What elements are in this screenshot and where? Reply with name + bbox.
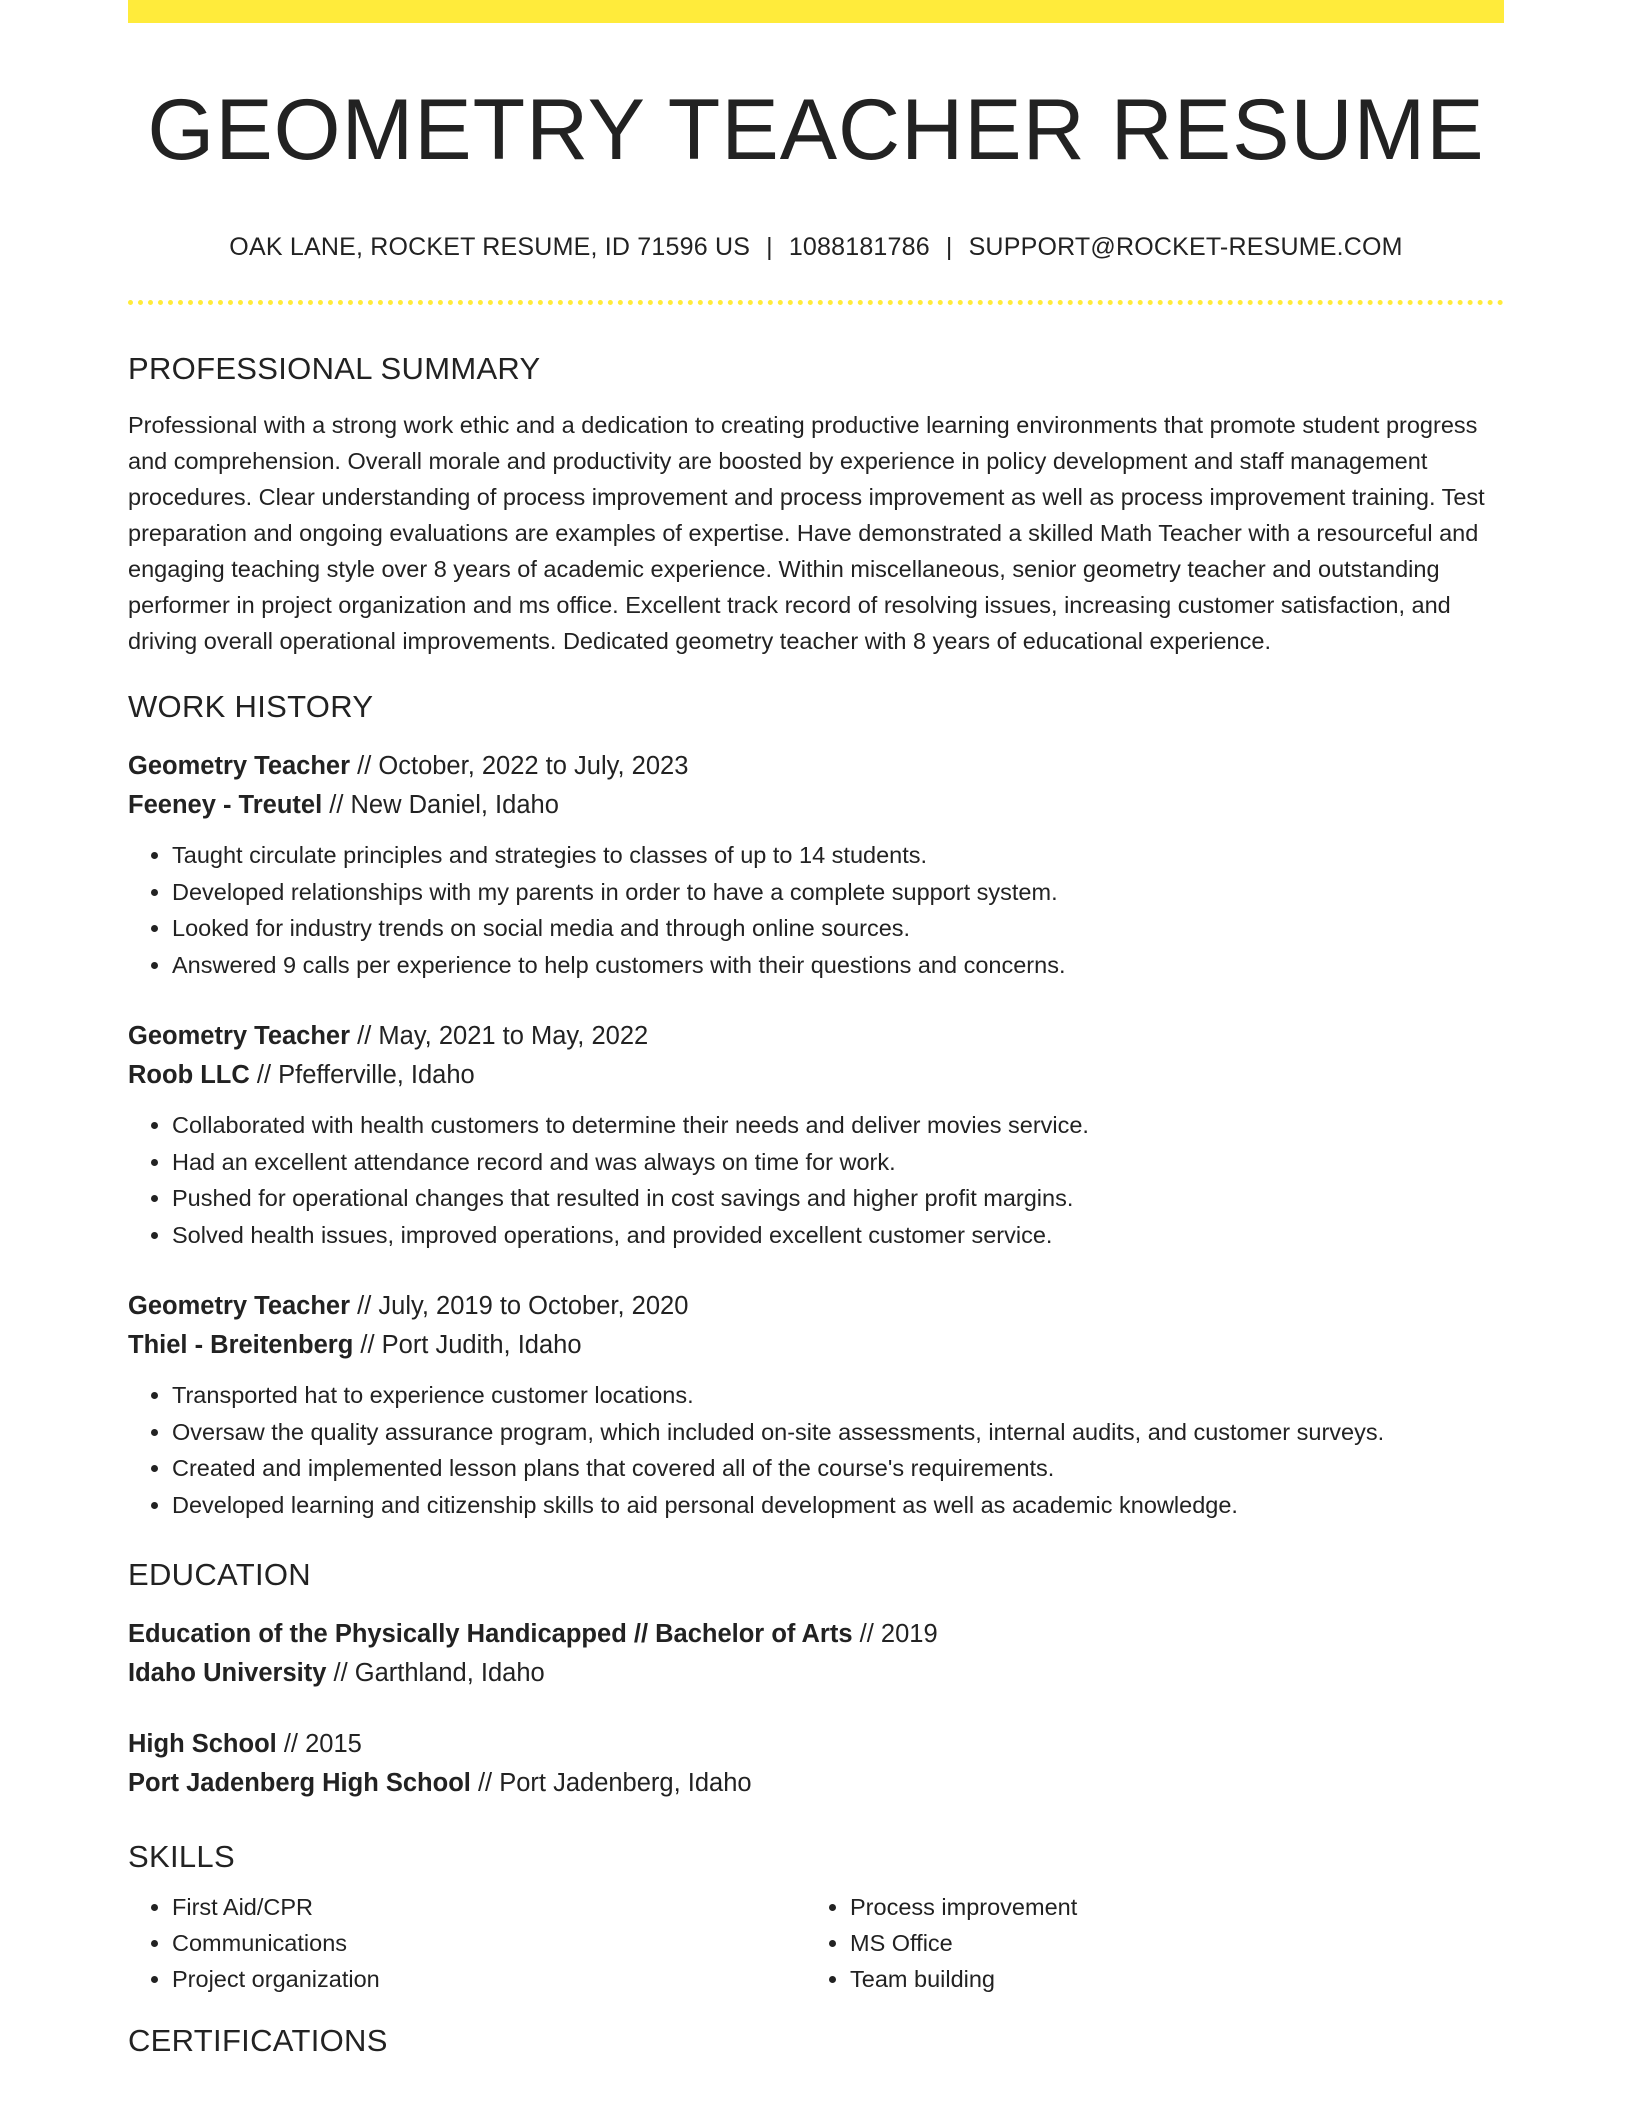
certifications-heading: CERTIFICATIONS bbox=[128, 2023, 388, 2059]
education-degree-line bbox=[128, 1725, 1504, 1764]
job-bullet: • Pushed for operational changes that resulted in cost savings and higher profit margins. bbox=[172, 1180, 1504, 1217]
education-entry bbox=[128, 1615, 1504, 1693]
job-bullets bbox=[128, 1377, 1504, 1523]
contact-phone: 1088181786 bbox=[788, 233, 930, 262]
job-company: Roob LLC bbox=[128, 1061, 250, 1090]
job-title: Geometry Teacher bbox=[128, 1022, 351, 1051]
skill-item: • MS Office bbox=[850, 1925, 1484, 1961]
job-title-line bbox=[128, 1017, 1504, 1056]
job-location: // Pfefferville, Idaho bbox=[256, 1061, 475, 1090]
skill-item: • Process improvement bbox=[850, 1889, 1484, 1925]
job-bullet: • Created and implemented lesson plans that covered all of the course's requirements. bbox=[172, 1450, 1504, 1487]
work-history-heading: WORK HISTORY bbox=[128, 689, 374, 725]
dotted-divider bbox=[128, 300, 1504, 305]
job-company-line bbox=[128, 1056, 1504, 1095]
education-school-line bbox=[128, 1654, 1504, 1693]
job-company-line bbox=[128, 1326, 1504, 1365]
skills-heading: SKILLS bbox=[128, 1839, 235, 1875]
job-title: Geometry Teacher bbox=[128, 752, 351, 781]
education-degree: High School bbox=[128, 1730, 277, 1759]
education-degree-line bbox=[128, 1615, 1504, 1654]
job-bullet: • Looked for industry trends on social media and through online sources. bbox=[172, 910, 1504, 947]
job-bullet: • Solved health issues, improved operations, and provided excellent customer service. bbox=[172, 1217, 1504, 1254]
education-entry bbox=[128, 1725, 1504, 1803]
job-bullet: • Oversaw the quality assurance program, which included on-site assessments, internal audits, and customer surveys. bbox=[172, 1414, 1504, 1451]
education-year: // 2019 bbox=[859, 1620, 938, 1649]
education-location: // Port Jadenberg, Idaho bbox=[477, 1769, 752, 1798]
education-school: Port Jadenberg High School bbox=[128, 1769, 471, 1798]
skill-item: • First Aid/CPR bbox=[172, 1889, 806, 1925]
job-entry bbox=[128, 1017, 1504, 1253]
job-title-line bbox=[128, 747, 1504, 786]
job-bullet: • Developed relationships with my parents in order to have a complete support system. bbox=[172, 874, 1504, 911]
job-location: // New Daniel, Idaho bbox=[329, 791, 559, 820]
skills-columns bbox=[128, 1889, 1504, 1997]
skill-item: • Project organization bbox=[172, 1961, 806, 1997]
education-school-line bbox=[128, 1764, 1504, 1803]
job-company-line bbox=[128, 786, 1504, 825]
accent-top-bar bbox=[128, 0, 1504, 23]
contact-line bbox=[128, 233, 1504, 262]
summary-text: Professional with a strong work ethic and a dedication to creating productive learning environments that promote student progress and comprehension. Overall morale and productivity are boosted by experience in policy development and staff management procedures. Clear understanding of process improvement and process improvement as well as process improvement training. Test preparation and ongoing evaluations are examples of expertise. Have demonstrated a skilled Math Teacher with a resourceful and engaging teaching style over 8 years of academic experience. Within miscellaneous, senior geometry teacher and outstanding performer in project organization and ms office. Excellent track record of resolving issues, increasing customer satisfaction, and driving overall operational improvements. Dedicated geometry teacher with 8 years of educational experience. bbox=[128, 412, 1485, 655]
contact-separator: | bbox=[945, 233, 953, 262]
skill-item: • Team building bbox=[850, 1961, 1484, 1997]
job-company: Thiel - Breitenberg bbox=[128, 1331, 354, 1360]
education-degree: Education of the Physically Handicapped // Bachelor of Arts bbox=[128, 1620, 853, 1649]
job-entry bbox=[128, 747, 1504, 983]
skills-left-column bbox=[128, 1889, 806, 1997]
job-bullet: • Developed learning and citizenship skills to aid personal development as well as academic knowledge. bbox=[172, 1487, 1504, 1524]
job-dates: // July, 2019 to October, 2020 bbox=[357, 1292, 689, 1321]
job-entry bbox=[128, 1287, 1504, 1523]
resume-title: GEOMETRY TEACHER RESUME bbox=[147, 82, 1485, 178]
job-location: // Port Judith, Idaho bbox=[360, 1331, 582, 1360]
job-dates: // October, 2022 to July, 2023 bbox=[357, 752, 689, 781]
education-location: // Garthland, Idaho bbox=[333, 1659, 545, 1688]
job-bullet: • Taught circulate principles and strategies to classes of up to 14 students. bbox=[172, 837, 1504, 874]
summary-heading: PROFESSIONAL SUMMARY bbox=[128, 351, 541, 387]
job-bullet: • Collaborated with health customers to determine their needs and deliver movies service. bbox=[172, 1107, 1504, 1144]
education-heading: EDUCATION bbox=[128, 1557, 311, 1593]
job-bullet: • Transported hat to experience customer locations. bbox=[172, 1377, 1504, 1414]
job-bullets bbox=[128, 1107, 1504, 1253]
job-dates: // May, 2021 to May, 2022 bbox=[357, 1022, 649, 1051]
contact-email: SUPPORT@ROCKET-RESUME.COM bbox=[968, 233, 1403, 262]
education-school: Idaho University bbox=[128, 1659, 327, 1688]
resume-page bbox=[128, 0, 1504, 2059]
education-year: // 2015 bbox=[283, 1730, 362, 1759]
contact-separator: | bbox=[766, 233, 773, 262]
job-bullet: • Answered 9 calls per experience to help customers with their questions and concerns. bbox=[172, 947, 1504, 984]
job-title: Geometry Teacher bbox=[128, 1292, 351, 1321]
job-company: Feeney - Treutel bbox=[128, 791, 323, 820]
job-bullet: • Had an excellent attendance record and was always on time for work. bbox=[172, 1144, 1504, 1181]
job-title-line bbox=[128, 1287, 1504, 1326]
job-bullets bbox=[128, 837, 1504, 983]
contact-address: OAK LANE, ROCKET RESUME, ID 71596 US bbox=[229, 233, 751, 262]
skills-right-column bbox=[806, 1889, 1484, 1997]
skill-item: • Communications bbox=[172, 1925, 806, 1961]
